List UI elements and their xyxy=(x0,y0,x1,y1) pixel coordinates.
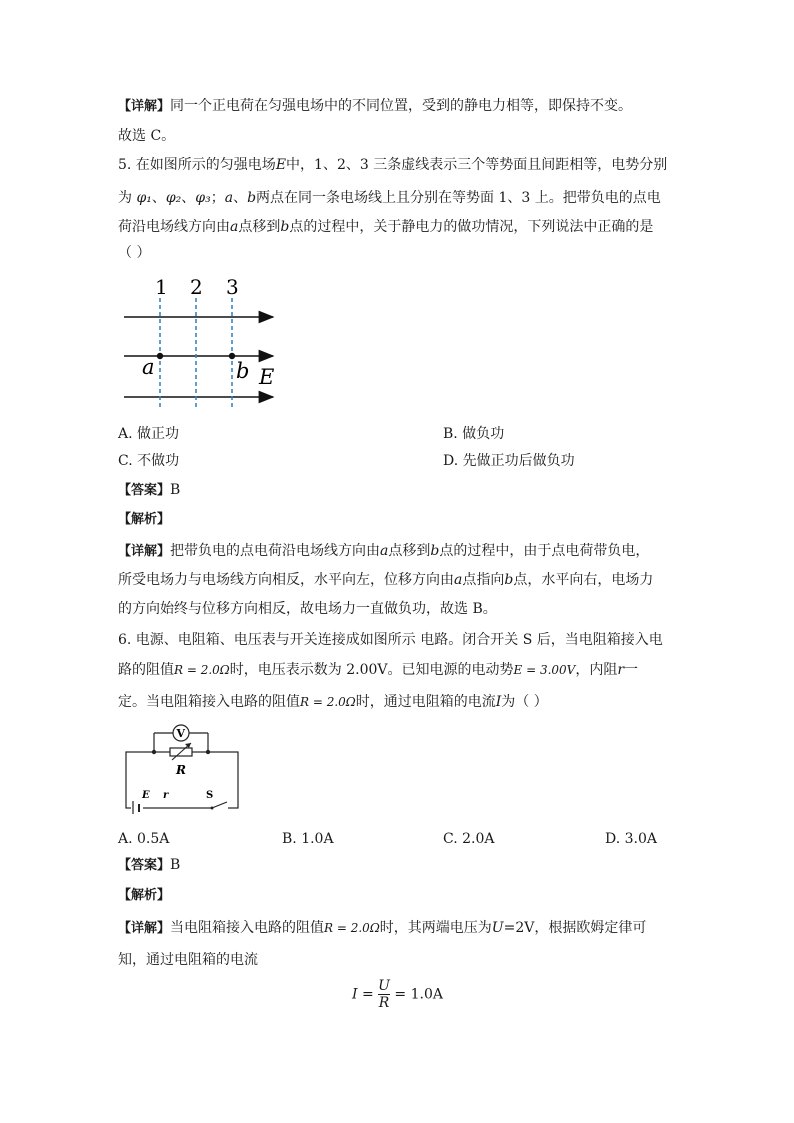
q5-b: b xyxy=(247,190,257,206)
voltmeter-label: V xyxy=(176,727,186,740)
q5-phi2: φ₂ xyxy=(165,190,182,206)
q5-text: 点移到 xyxy=(238,219,281,235)
q6-R-eq: R = 2.0Ω xyxy=(300,695,356,709)
q6-stem-line2 xyxy=(118,660,638,680)
q6-R-eq: R = 2.0Ω xyxy=(324,921,380,935)
field-E-label: E xyxy=(259,365,275,389)
q6-answer xyxy=(118,855,180,876)
q6-detail-line1 xyxy=(118,918,646,939)
switch-pivot xyxy=(211,807,214,810)
answer-value: B xyxy=(170,857,181,873)
option-text: 做负功 xyxy=(462,426,505,442)
detail-tag: 【详解】 xyxy=(118,544,171,559)
q6-stem-line3 xyxy=(118,692,548,712)
q6-option-c xyxy=(443,829,495,849)
point-a-dot xyxy=(157,353,163,359)
q6-R-eq: R = 2.0Ω xyxy=(174,663,230,677)
answer-value: B xyxy=(170,482,181,498)
q6-option-a xyxy=(118,829,169,849)
option-text: 先做正功后做负功 xyxy=(462,453,575,469)
answer-tag: 【答案】 xyxy=(118,483,171,498)
node-right xyxy=(206,750,210,754)
detail-tag: 【详解】 xyxy=(118,99,171,114)
label-1: 1 xyxy=(155,275,168,299)
q6-ohm-formula xyxy=(352,978,443,1011)
q5-detail-line1 xyxy=(118,541,649,562)
q6-detail-line2: 知，通过电阻箱的电流 xyxy=(118,952,258,968)
q5-b: b xyxy=(430,543,440,559)
label-2: 2 xyxy=(190,275,203,299)
q6-text: 当电阻箱接入电路的阻值 xyxy=(170,920,325,936)
formula-numerator: U xyxy=(378,978,390,994)
q5-text: 两点在同一条电场线上且分别在等势面 1、3 上。把带负电的点电 xyxy=(256,190,661,206)
q5-text: 把带负电的点电荷沿电场线方向由 xyxy=(170,543,381,559)
formula-eq: = xyxy=(357,986,379,1003)
q5-answer xyxy=(118,480,180,501)
q6-text: 时，电压表示数为 2.00V。已知电源的电动势 xyxy=(229,662,514,678)
q6-text: ，内阻 xyxy=(575,662,618,678)
formula-rhs: = 1.0A xyxy=(389,986,443,1003)
q5-option-a xyxy=(118,424,179,444)
switch-label: S xyxy=(206,790,214,801)
q6-U: U xyxy=(491,920,504,936)
q5-blank: （ ） xyxy=(118,245,151,261)
option-key: A. xyxy=(118,831,138,847)
q5-b: b xyxy=(504,572,514,588)
q5-text: 荷沿电场线方向由 xyxy=(118,219,230,235)
q6-option-b xyxy=(282,829,334,849)
option-text: 3.0A xyxy=(624,831,658,847)
q5-option-c xyxy=(118,451,179,471)
q6-text: =2V，根据欧姆定律可 xyxy=(503,920,647,936)
q5-text: 、 xyxy=(233,190,248,206)
option-key: B. xyxy=(282,831,302,847)
formula-lhs: I xyxy=(352,986,358,1003)
q5-text: 5. 在如图所示的匀强电场 xyxy=(118,157,276,173)
q5-b: b xyxy=(280,219,290,235)
q6-text: 定。当电阻箱接入电路的阻值 xyxy=(118,694,300,710)
q5-text: 点，水平向右，电场力 xyxy=(513,572,654,588)
q5-detail-line2 xyxy=(118,570,653,590)
option-key: D. xyxy=(443,453,463,469)
q5-sep: 、 xyxy=(151,190,166,206)
q5-text: 所受电场力与电场线方向相反，水平向左，位移方向由 xyxy=(118,572,454,588)
q5-option-d xyxy=(443,451,575,471)
formula-fraction xyxy=(378,978,390,1011)
analysis-tag: 【解析】 xyxy=(118,888,171,903)
q6-circuit-figure xyxy=(118,722,248,814)
prev-detail-text: 同一个正电荷在匀强电场中的不同位置，受到的静电力相等，即保持不变。 xyxy=(170,98,633,114)
q6-analysis-tag xyxy=(118,885,170,906)
point-b-label: b xyxy=(236,359,250,383)
q5-a: a xyxy=(224,190,234,206)
answer-tag: 【答案】 xyxy=(118,858,171,873)
q5-option-b xyxy=(443,424,504,444)
q5-detail-line3: 的方向始终与位移方向相反，故电场力一直做负功，故选 B。 xyxy=(118,601,497,617)
option-key: C. xyxy=(118,453,138,469)
q5-text: 点的过程中，关于静电力的做功情况，下列说法中正确的是 xyxy=(289,219,654,235)
internal-resistance-label: r xyxy=(163,790,169,801)
label-3: 3 xyxy=(226,275,239,299)
q5-text: 点的过程中，由于点电荷带负电， xyxy=(439,543,650,559)
q5-E: E xyxy=(275,157,287,173)
option-key: A. xyxy=(118,426,138,442)
q5-stem-line2 xyxy=(118,188,661,208)
q5-phi1: φ₁ xyxy=(136,190,152,206)
q6-text: 时，其两端电压为 xyxy=(379,920,492,936)
formula-denominator: R xyxy=(378,995,390,1011)
q6-r: r xyxy=(617,662,625,678)
option-text: 做正功 xyxy=(137,426,180,442)
q5-text: 点指向 xyxy=(462,572,505,588)
point-a-label: a xyxy=(142,355,155,379)
q5-text: 中，1、2、3 三条虚线表示三个等势面且间距相等，电势分别 xyxy=(286,157,668,173)
emf-label: E xyxy=(142,790,150,801)
q5-stem-line1 xyxy=(118,155,667,175)
option-key: C. xyxy=(443,831,463,847)
q6-text: 路的阻值 xyxy=(118,662,174,678)
option-key: B. xyxy=(443,426,463,442)
prev-detail-line xyxy=(118,96,632,117)
prev-conclusion: 故选 C。 xyxy=(118,128,176,144)
option-text: 1.0A xyxy=(301,831,334,847)
q5-stem-line3 xyxy=(118,217,653,237)
q5-a: a xyxy=(454,572,463,588)
node-left xyxy=(152,750,156,754)
q5-sep: 、 xyxy=(181,190,196,206)
q5-text: ； xyxy=(210,190,225,206)
q6-stem-line1: 6. 电源、电阻箱、电压表与开关连接成如图所示 电路。闭合开关 S 后，当电阻箱接入电 xyxy=(118,632,663,648)
q5-phi3: φ₃ xyxy=(195,190,211,206)
q5-text: 点移到 xyxy=(388,543,431,559)
q6-I: I xyxy=(495,694,502,710)
q5-a: a xyxy=(380,543,389,559)
q5-text: 为 xyxy=(118,190,132,206)
resistor-label: R xyxy=(176,763,186,777)
option-text: 0.5A xyxy=(137,831,170,847)
q6-text: 时，通过电阻箱的电流 xyxy=(355,694,496,710)
analysis-tag: 【解析】 xyxy=(118,512,171,527)
q5-analysis-tag xyxy=(118,509,170,530)
q6-E-eq: E = 3.00V xyxy=(513,663,576,677)
option-key: D. xyxy=(605,831,625,847)
q5-a: a xyxy=(230,219,239,235)
q6-option-d xyxy=(605,829,657,849)
detail-tag: 【详解】 xyxy=(118,921,171,936)
q6-text: 一 xyxy=(624,662,639,678)
point-b-dot xyxy=(229,353,235,359)
q6-text: 为（ ） xyxy=(501,694,548,710)
option-text: 不做功 xyxy=(137,453,180,469)
option-text: 2.0A xyxy=(462,831,495,847)
q5-field-figure xyxy=(118,270,288,415)
